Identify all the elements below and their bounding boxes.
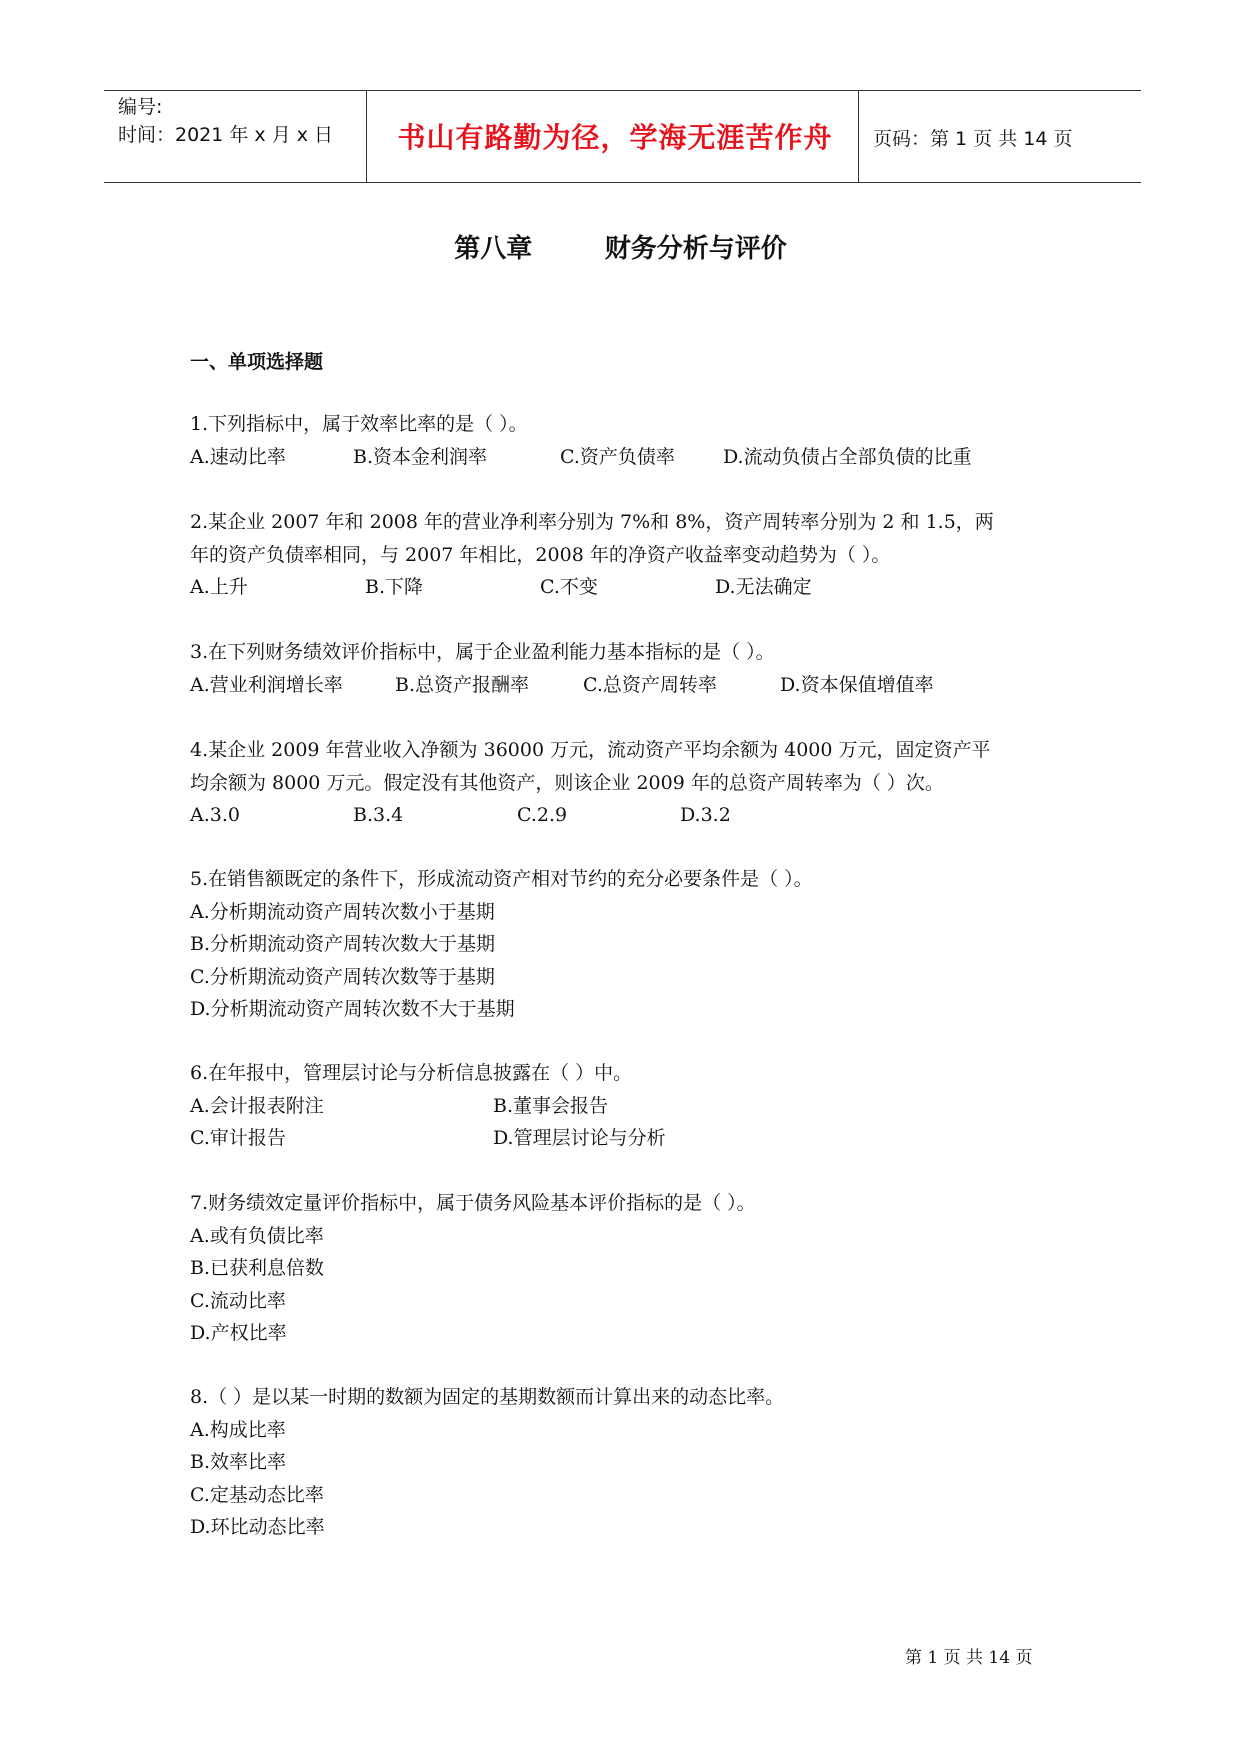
- option-c: C.总资产周转率: [583, 673, 717, 696]
- option-d: D.产权比率: [190, 1322, 287, 1344]
- question-stem: 6.在年报中，管理层讨论与分析信息披露在（ ）中。: [190, 1062, 633, 1084]
- option-d: D.环比动态比率: [190, 1516, 325, 1538]
- header-bottom-rule: [104, 182, 1141, 183]
- option-c: C.不变: [540, 576, 598, 598]
- page-footer: 第 1 页 共 14 页: [905, 1648, 1033, 1668]
- question-stem: 7.财务绩效定量评价指标中，属于债务风险基本评价指标的是（ ）。: [190, 1192, 756, 1214]
- option-b: B.资本金利润率: [353, 445, 488, 468]
- option-b: B.下降: [365, 576, 424, 598]
- option-c: C.分析期流动资产周转次数等于基期: [190, 965, 495, 988]
- option-a: A.会计报表附注: [190, 1094, 324, 1117]
- question-stem: 4.某企业 2009 年营业收入净额为 36000 万元，流动资产平均余额为 4000 万元，固定资产平: [190, 739, 991, 761]
- option-a: A.3.0: [190, 804, 240, 826]
- question-stem: 8.（ ）是以某一时期的数额为固定的基期数额而计算出来的动态比率。: [190, 1386, 785, 1408]
- option-d: D.资本保值增值率: [780, 673, 934, 696]
- header-page-info: 页码：第 1 页 共 14 页: [873, 128, 1073, 150]
- serial-label: 编号:: [118, 96, 163, 118]
- option-d: D.无法确定: [715, 576, 812, 598]
- question-5: [190, 863, 1070, 1026]
- option-b: B.董事会报告: [493, 1094, 609, 1117]
- question-stem: 2.某企业 2007 年和 2008 年的营业净利率分别为 7%和 8%，资产周转率分别为 2 和 1.5，两: [190, 511, 994, 533]
- question-3: [190, 636, 1070, 701]
- option-a: A.构成比率: [190, 1418, 286, 1441]
- chapter-title: 第八章 财务分析与评价: [454, 234, 787, 264]
- option-a: A.分析期流动资产周转次数小于基期: [190, 900, 495, 923]
- option-b: B.3.4: [353, 804, 404, 826]
- option-row: [190, 441, 1070, 474]
- question-stem: 3.在下列财务绩效评价指标中，属于企业盈利能力基本指标的是（ ）。: [190, 641, 775, 663]
- option-b: B.效率比率: [190, 1451, 287, 1473]
- question-stem: 1.下列指标中，属于效率比率的是（ ）。: [190, 413, 528, 435]
- option-d: D.3.2: [680, 804, 731, 826]
- option-a: A.速动比率: [190, 445, 286, 468]
- section-title: 一、单项选择题: [190, 351, 324, 373]
- option-c: C.定基动态比率: [190, 1483, 324, 1506]
- option-d: D.分析期流动资产周转次数不大于基期: [190, 998, 515, 1020]
- time-label: 时间：2021 年 x 月 x 日: [118, 124, 334, 146]
- question-2: [190, 506, 1070, 604]
- question-8: [190, 1381, 1070, 1544]
- question-4: [190, 734, 1070, 832]
- option-row: [190, 571, 1070, 604]
- header-divider-left: [366, 90, 367, 183]
- option-b: B.已获利息倍数: [190, 1257, 325, 1279]
- option-row: [190, 669, 1070, 702]
- question-stem: 均余额为 8000 万元。假定没有其他资产，则该企业 2009 年的总资产周转率为（ ）次。: [190, 771, 944, 794]
- question-stem: 年的资产负债率相同，与 2007 年相比，2008 年的净资产收益率变动趋势为（ ）。: [190, 543, 891, 566]
- option-c: C.流动比率: [190, 1289, 286, 1312]
- option-c: C.2.9: [517, 804, 568, 826]
- option-c: C.资产负债率: [560, 445, 675, 468]
- option-row: [190, 1090, 1070, 1123]
- header-motto: 书山有路勤为径，学海无涯苦作舟: [397, 121, 833, 154]
- option-row: [190, 1122, 1070, 1155]
- option-d: D.流动负债占全部负债的比重: [723, 445, 972, 468]
- header-top-rule: [104, 90, 1141, 91]
- question-7: [190, 1187, 1070, 1350]
- option-row: [190, 799, 1070, 832]
- question-stem: 5.在销售额既定的条件下，形成流动资产相对节约的充分必要条件是（ ）。: [190, 868, 813, 890]
- option-c: C.审计报告: [190, 1127, 286, 1149]
- question-6: [190, 1057, 1070, 1155]
- option-b: B.总资产报酬率: [395, 673, 530, 696]
- question-1: [190, 408, 1070, 473]
- option-a: A.或有负债比率: [190, 1224, 324, 1247]
- option-b: B.分析期流动资产周转次数大于基期: [190, 933, 496, 955]
- option-a: A.营业利润增长率: [190, 673, 343, 696]
- option-d: D.管理层讨论与分析: [493, 1127, 666, 1149]
- header-left-cell: [118, 93, 333, 149]
- option-a: A.上升: [190, 576, 248, 598]
